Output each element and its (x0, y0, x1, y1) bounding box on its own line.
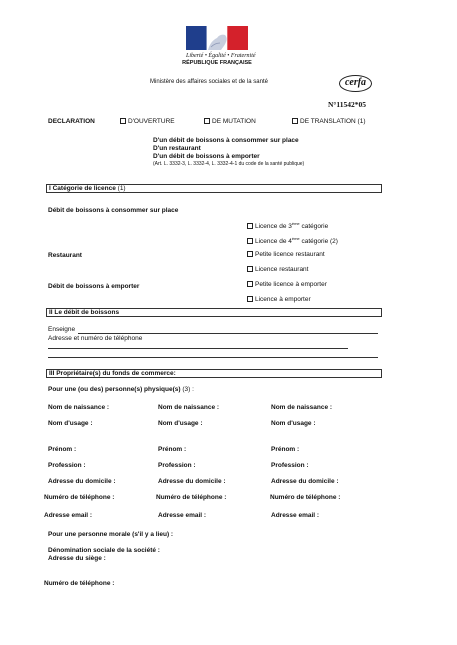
col3-adresse-domicile: Adresse du domicile : (271, 478, 339, 485)
checkbox-licence-restaurant[interactable] (247, 266, 253, 272)
option-licence-4[interactable]: Licence de 4ème catégorie (2) (247, 236, 338, 245)
ministry-name: Ministère des affaires sociales et de la santé (150, 79, 268, 85)
col2-telephone: Numéro de téléphone : (156, 494, 227, 501)
subtitle-line3: D'un débit de boissons à emporter (153, 153, 260, 160)
section-licence-header: I Catégorie de licence (1) (46, 184, 382, 193)
col3-profession: Profession : (271, 462, 309, 469)
label-adresse-telephone: Adresse et numéro de téléphone (48, 335, 143, 342)
checkbox-licence-3[interactable] (247, 223, 253, 229)
form-number: N°11542*05 (328, 100, 367, 109)
option-ouverture[interactable]: D'OUVERTURE (120, 118, 175, 125)
label-enseigne: Enseigne (48, 326, 76, 333)
subtitle-line1: D'un débit de boissons à consommer sur place (153, 137, 299, 144)
section-proprietaire-header: III Propriétaire(s) du fonds de commerce: (46, 369, 382, 378)
label-telephone-morale: Numéro de téléphone : (44, 580, 115, 587)
checkbox-ouverture[interactable] (120, 118, 126, 124)
checkbox-translation[interactable] (292, 118, 298, 124)
col3-telephone: Numéro de téléphone : (270, 494, 341, 501)
adresse-field-line2[interactable] (48, 357, 378, 358)
col1-email: Adresse email : (44, 512, 93, 519)
republic-logo (186, 26, 248, 50)
option-translation[interactable]: DE TRANSLATION (1) (292, 118, 366, 125)
col3-email: Adresse email : (271, 512, 320, 519)
cerfa-logo (339, 75, 372, 92)
option-licence-3[interactable]: Licence de 3ème catégorie (247, 221, 328, 230)
checkbox-licence-emporter[interactable] (247, 296, 253, 302)
col1-nom-naissance: Nom de naissance : (48, 404, 110, 411)
col2-profession: Profession : (158, 462, 196, 469)
subtitle-line2: D'un restaurant (153, 145, 201, 152)
option-mutation[interactable]: DE MUTATION (204, 118, 256, 125)
label-personne-physique: Pour une (ou des) personne(s) physique(s) (3) : (48, 386, 194, 393)
option-petite-licence-emporter[interactable]: Petite licence à emporter (247, 281, 327, 288)
checkbox-licence-4[interactable] (247, 238, 253, 244)
col1-adresse-domicile: Adresse du domicile : (48, 478, 116, 485)
col1-telephone: Numéro de téléphone : (44, 494, 115, 501)
col2-nom-naissance: Nom de naissance : (158, 404, 220, 411)
enseigne-field[interactable] (78, 333, 378, 334)
col2-email: Adresse email : (158, 512, 207, 519)
label-restaurant: Restaurant (48, 252, 82, 259)
subtitle-legal: (Art. L. 3332-3, L. 3332-4, L. 3332-4-1 du code de la santé publique) (153, 161, 305, 167)
option-licence-emporter[interactable]: Licence à emporter (247, 296, 311, 303)
section-debit-header: II Le débit de boissons (46, 308, 382, 317)
option-licence-restaurant[interactable]: Licence restaurant (247, 266, 308, 273)
label-debit-sur-place: Débit de boissons à consommer sur place (48, 207, 179, 214)
cerfa-logo-text: cerfa (344, 77, 367, 88)
adresse-field-line1[interactable] (48, 348, 348, 349)
col1-prenom: Prénom : (48, 446, 77, 453)
republic-motto: Liberté • Égalité • Fraternité (186, 53, 256, 59)
label-adresse-siege: Adresse du siège : (48, 555, 106, 562)
option-petite-licence-restaurant[interactable]: Petite licence restaurant (247, 251, 325, 258)
republic-name: RÉPUBLIQUE FRANÇAISE (182, 60, 252, 66)
col1-nom-usage: Nom d'usage : (48, 420, 93, 427)
col3-nom-naissance: Nom de naissance : (271, 404, 333, 411)
label-debit-emporter: Débit de boissons à emporter (48, 283, 140, 290)
declaration-label: DECLARATION (48, 118, 95, 125)
checkbox-petite-licence-emporter[interactable] (247, 281, 253, 287)
checkbox-mutation[interactable] (204, 118, 210, 124)
col3-prenom: Prénom : (271, 446, 300, 453)
col2-prenom: Prénom : (158, 446, 187, 453)
col1-profession: Profession : (48, 462, 86, 469)
label-personne-morale: Pour une personne morale (s'il y a lieu) : (48, 531, 174, 538)
label-denomination: Dénomination sociale de la société : (48, 547, 160, 554)
col2-nom-usage: Nom d'usage : (158, 420, 203, 427)
checkbox-petite-licence-restaurant[interactable] (247, 251, 253, 257)
col3-nom-usage: Nom d'usage : (271, 420, 316, 427)
col2-adresse-domicile: Adresse du domicile : (158, 478, 226, 485)
